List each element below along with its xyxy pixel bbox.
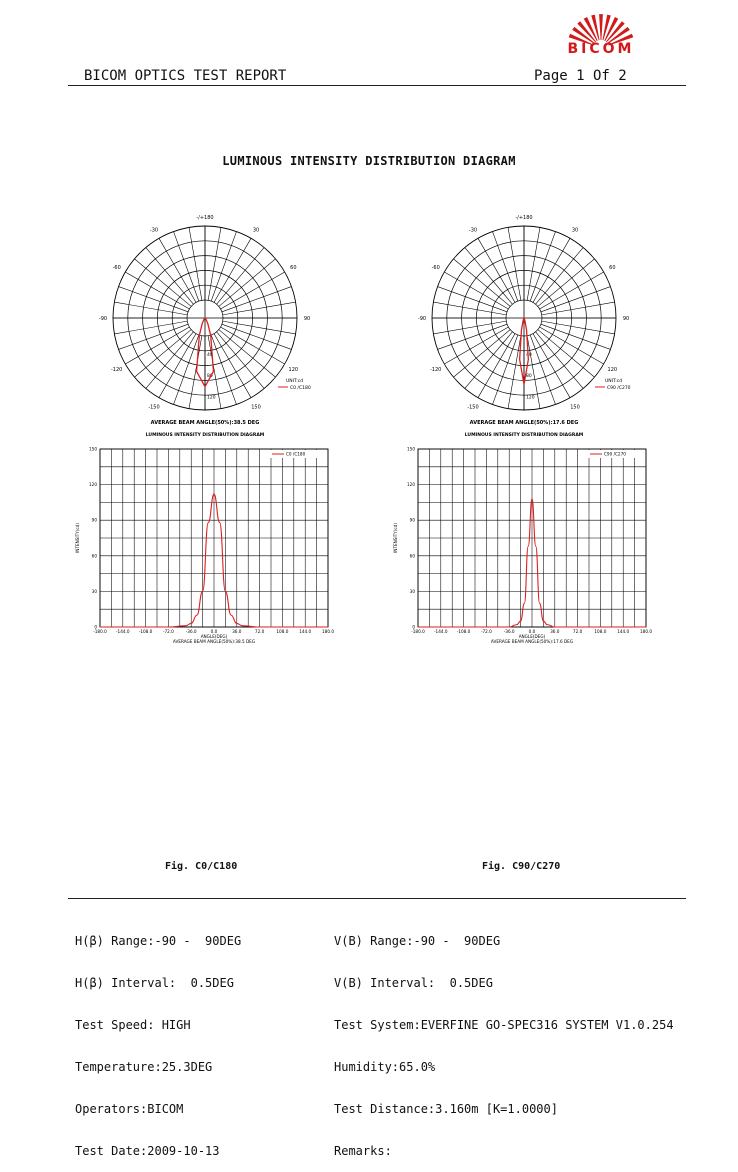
x-axis-label: ANGLE(DEG) [200,634,228,639]
y-axis-label: INTENSITY(cd) [75,523,80,553]
chart-footnote: AVERAGE BEAM ANGLE(50%):17.6 DEG [490,639,574,644]
polar-spoke [465,332,513,389]
x-tick-label: 72.0 [254,629,265,634]
polar-angle-label: -150 [467,404,479,411]
report-title: BICOM OPTICS TEST REPORT [84,68,287,84]
polar-spoke [438,287,508,312]
polar-spoke [433,321,506,334]
polar-spoke [493,232,518,302]
polar-angle-label: -30 [149,227,159,234]
polar-caption: LUMINOUS INTENSITY DISTRIBUTION DIAGRAM [145,433,265,438]
polar-radial-label: 120 [526,395,535,401]
bicom-logo [526,12,676,56]
x-tick-label: 144.0 [617,629,630,634]
polar-spoke [217,248,265,305]
chart-grid [100,449,328,627]
figure-caption-left: Fig. C0/C180 [165,861,238,872]
footer-operators: Operators:BICOM [75,1102,184,1116]
polar-radial-label: 80 [526,374,532,380]
polar-angle-label: 150 [570,404,580,411]
polar-spoke [508,336,521,409]
polar-beam-angle: AVERAGE BEAM ANGLE(50%):17.6 DEG [469,420,579,426]
footer-temperature: Temperature:25.3DEG [75,1060,213,1074]
footer-test-system: Test System:EVERFINE GO-SPEC316 SYSTEM V1.0.254 [334,1018,674,1032]
polar-spoke [542,321,615,334]
main-title: LUMINOUS INTENSITY DISTRIBUTION DIAGRAM [222,154,516,168]
polar-spoke [211,335,236,405]
polar-angle-label: -120 [429,367,442,373]
y-axis-label: INTENSITY(cd) [393,523,398,553]
polar-spoke [527,227,540,300]
polar-angle-label: -60 [431,265,440,271]
x-tick-label: -180.0 [411,629,425,634]
polar-spoke [135,330,192,378]
x-tick-label: -144.0 [116,629,130,634]
polar-beam-angle: AVERAGE BEAM ANGLE(50%):38.5 DEG [150,420,260,426]
polar-spoke [217,332,265,389]
polar-angle-label: -30 [468,227,478,234]
footer-test-speed: Test Speed: HIGH [75,1018,191,1032]
x-tick-label: 0.0 [210,629,218,634]
polar-spoke [189,336,202,409]
x-tick-label: -180.0 [93,629,107,634]
polar-unit-label: UNIT:cd [605,379,623,384]
polar-angle-label: 120 [288,367,299,373]
y-tick-label: 30 [409,588,415,594]
polar-spoke [536,248,584,305]
polar-spoke [135,259,192,307]
polar-spoke [219,330,276,378]
x-tick-label: -108.0 [456,629,471,634]
logo-ray [599,14,603,40]
x-axis-label: ANGLE(DEG) [518,634,546,639]
footer-test-distance: Test Distance:3.160m [K=1.0000] [334,1102,558,1116]
polar-spoke [454,330,511,378]
figure-caption-right: Fig. C90/C270 [482,861,561,872]
x-tick-label: 36.0 [232,629,242,634]
x-tick-label: 108.0 [594,629,607,634]
polar-spoke [465,248,513,305]
polar-angle-label: 90 [622,316,630,322]
polar-radial-label: 40 [526,352,532,358]
legend-label: C90 /C270 [604,451,626,457]
polar-angle-label: -120 [110,367,123,373]
footer-v-interval: V(B) Interval: 0.5DEG [334,976,493,990]
polar-angle-label: 150 [251,404,261,411]
logo-text: BICOM [567,41,635,56]
y-tick-label: 60 [91,553,97,559]
x-tick-label: 144.0 [299,629,312,634]
polar-spoke [211,232,236,302]
polar-spoke [114,302,187,315]
polar-spoke [146,332,194,389]
footer-right [334,906,674,1172]
intensity-chart-c0-c180 [72,442,340,650]
chart-grid [418,449,646,627]
polar-spoke [208,227,221,300]
polar-spoke [223,321,296,334]
polar-spoke [530,335,555,405]
polar-top-label: -/+180 [196,215,214,221]
polar-diagram-c0-c180 [90,210,320,442]
polar-spoke [146,248,194,305]
x-tick-label: 72.0 [572,629,583,634]
polar-spoke [119,324,189,349]
x-tick-label: -72.0 [162,629,174,634]
y-tick-label: 60 [409,553,415,559]
polar-radial-label: 80 [207,374,213,380]
polar-caption: LUMINOUS INTENSITY DISTRIBUTION DIAGRAM [464,433,584,438]
polar-spoke [538,330,595,378]
polar-angle-label: 60 [609,265,616,271]
polar-spoke [174,335,199,405]
polar-diagram-c90-c270 [409,210,639,442]
y-tick-label: 120 [89,482,97,488]
y-tick-label: 90 [91,517,97,523]
polar-angle-label: 120 [607,367,618,373]
footer-rule [68,898,686,899]
y-tick-label: 30 [91,588,97,594]
polar-legend: C90 /C270 [607,386,631,391]
footer-left [75,906,241,1172]
x-tick-label: -108.0 [138,629,153,634]
y-tick-label: 0 [412,624,415,630]
polar-radial-label: 40 [207,352,213,358]
x-tick-label: 0.0 [528,629,536,634]
footer-humidity: Humidity:65.0% [334,1060,436,1074]
x-tick-label: 36.0 [550,629,560,634]
polar-top-label: -/+180 [515,215,533,221]
polar-spoke [538,259,595,307]
polar-angle-label: 30 [571,227,579,234]
y-tick-label: 150 [407,446,415,452]
polar-spoke [438,324,508,349]
y-tick-label: 120 [407,482,415,488]
polar-spoke [119,287,189,312]
footer-v-range: V(B) Range:-90 - 90DEG [334,934,501,948]
header-rule [68,85,686,86]
polar-spoke [530,232,555,302]
x-tick-label: -36.0 [503,629,515,634]
polar-spoke [493,335,518,405]
polar-spoke [542,302,615,315]
intensity-chart-c90-c270 [390,442,658,650]
polar-spoke [536,332,584,389]
polar-radial-label: 120 [207,395,216,401]
x-tick-label: 180.0 [322,629,334,634]
polar-angle-label: -90 [417,316,427,322]
footer-test-date: Test Date:2009-10-13 [75,1144,220,1158]
polar-angle-label: 30 [252,227,260,234]
x-tick-label: -72.0 [480,629,492,634]
polar-spoke [222,324,292,349]
polar-angle-label: -60 [112,265,121,271]
polar-spoke [114,321,187,334]
legend-label: C0 /C180 [286,451,306,457]
polar-spoke [219,259,276,307]
footer-h-range: H(β) Range:-90 - 90DEG [75,934,242,948]
polar-legend: C0 /C180 [290,386,311,391]
y-tick-label: 150 [89,446,97,452]
chart-footnote: AVERAGE BEAM ANGLE(50%):38.5 DEG [172,639,256,644]
footer-remarks: Remarks: [334,1144,392,1158]
y-tick-label: 90 [409,517,415,523]
polar-spoke [454,259,511,307]
polar-spoke [222,287,292,312]
polar-spoke [189,227,202,300]
x-tick-label: 108.0 [276,629,289,634]
polar-spoke [433,302,506,315]
polar-spoke [541,324,611,349]
polar-angle-label: -90 [98,316,108,322]
y-tick-label: 0 [94,624,97,630]
polar-unit-label: UNIT:cd [286,379,304,384]
page-indicator: Page 1 Of 2 [534,68,627,84]
polar-spoke [508,227,521,300]
polar-angle-label: -150 [148,404,160,411]
x-tick-label: 180.0 [640,629,652,634]
x-tick-label: -144.0 [434,629,448,634]
polar-angle-label: 60 [290,265,297,271]
polar-angle-label: 90 [303,316,311,322]
polar-spoke [223,302,296,315]
footer-h-interval: H(β) Interval: 0.5DEG [75,976,234,990]
polar-spoke [541,287,611,312]
x-tick-label: -36.0 [185,629,197,634]
polar-spoke [174,232,199,302]
